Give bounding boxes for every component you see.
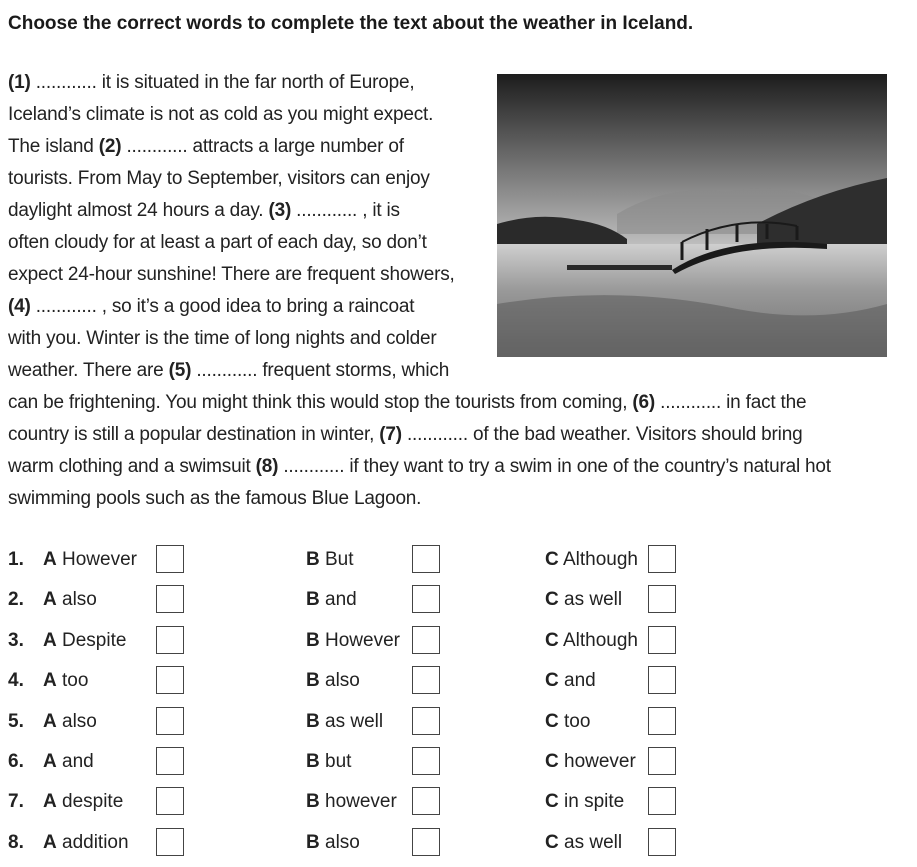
passage-line: [8, 392, 806, 414]
option-label-b: [306, 751, 351, 773]
option-label-c: [545, 791, 624, 813]
answer-checkbox-b[interactable]: [412, 545, 440, 573]
passage-text-segment: ............ of the bad weather. Visitors should bring: [401, 424, 803, 445]
passage-text-segment: ............ , so it’s a good idea to bring a raincoat: [30, 296, 415, 317]
passage-line: [8, 104, 433, 126]
option-label-a: [43, 670, 88, 692]
option-word: But: [319, 549, 354, 570]
option-letter: C: [545, 751, 559, 772]
question-number: 1.: [8, 549, 24, 570]
option-letter: C: [545, 549, 559, 570]
passage-text-segment: tourists. From May to September, visitors can enjoy: [8, 168, 430, 189]
option-letter: A: [43, 629, 57, 651]
option-word: Although: [558, 629, 638, 651]
option-letter: A: [43, 589, 57, 611]
passage-line: [8, 296, 414, 318]
answer-checkbox-c[interactable]: [648, 787, 676, 815]
answer-checkbox-a[interactable]: [156, 585, 184, 613]
option-letter: B: [306, 831, 320, 853]
option-label-b: [306, 589, 357, 611]
option-word: too: [558, 710, 591, 732]
question-number: 3.: [8, 629, 24, 651]
option-word: and: [319, 589, 357, 611]
passage-text-segment: can be frightening. You might think this would stop the tourists from coming,: [8, 392, 633, 413]
option-label-a: [43, 589, 97, 611]
option-letter: A: [43, 710, 57, 732]
option-label-a: [43, 751, 94, 773]
passage-text-segment: daylight almost 24 hours a day.: [8, 200, 269, 221]
passage-line: [8, 168, 430, 190]
option-word: and: [558, 670, 596, 692]
passage-line: [8, 136, 404, 158]
option-letter: C: [545, 629, 559, 651]
option-label-c: [545, 630, 638, 652]
option-word: but: [319, 751, 352, 772]
passage-text-segment: Iceland’s climate is not as cold as you might expect.: [8, 104, 434, 125]
passage-text-segment: swimming pools such as the famous Blue Lagoon.: [8, 488, 422, 509]
option-letter: A: [43, 549, 57, 570]
option-letter: A: [43, 670, 57, 692]
passage-line: [8, 264, 455, 286]
option-word: as well: [558, 589, 623, 611]
option-letter: A: [43, 791, 57, 813]
passage-text-segment: ............ if they want to try a swim in one of the country’s natural hot: [278, 456, 831, 477]
option-label-c: [545, 670, 596, 692]
option-label-b: [306, 832, 360, 854]
gap-number: (1): [8, 72, 31, 93]
option-label-c: [545, 549, 638, 571]
answer-checkbox-a[interactable]: [156, 626, 184, 654]
passage-line: [8, 488, 421, 510]
option-letter: B: [306, 549, 320, 570]
option-label-b: [306, 630, 400, 652]
option-word: too: [56, 670, 89, 692]
passage-text-segment: ............ it is situated in the far north of Europe,: [30, 72, 415, 93]
question-number: 2.: [8, 589, 24, 611]
answer-checkbox-a[interactable]: [156, 545, 184, 573]
option-label-a: [43, 832, 129, 854]
passage-text-segment: The island: [8, 136, 99, 157]
page-title: Choose the correct words to complete the text about the weather in Iceland.: [8, 13, 694, 34]
answer-checkbox-c[interactable]: [648, 707, 676, 735]
option-label-a: [43, 711, 97, 733]
option-label-b: [306, 670, 360, 692]
option-word: also: [56, 589, 97, 611]
option-label-c: [545, 711, 590, 733]
passage-line: [8, 72, 414, 94]
passage-text-segment: ............ , it is: [291, 200, 400, 221]
gap-number: (6): [632, 392, 656, 413]
gap-number: (7): [379, 424, 402, 445]
answer-checkbox-b[interactable]: [412, 585, 440, 613]
option-word: despite: [56, 791, 124, 813]
passage-line: [8, 200, 400, 222]
passage-text-segment: weather. There are: [8, 360, 169, 381]
landscape-photo-icon: [497, 74, 887, 357]
option-word: as well: [558, 831, 623, 853]
answer-checkbox-a[interactable]: [156, 828, 184, 856]
gap-number: (8): [255, 456, 279, 477]
option-word: However: [56, 549, 137, 570]
option-label-c: [545, 751, 636, 773]
option-label-b: [306, 711, 383, 733]
answer-checkbox-c[interactable]: [648, 666, 676, 694]
passage-text-segment: expect 24-hour sunshine! There are frequent showers,: [8, 264, 455, 285]
option-label-c: [545, 832, 622, 854]
option-label-c: [545, 589, 622, 611]
question-number: 5.: [8, 710, 24, 732]
option-word: in spite: [558, 791, 625, 813]
answer-checkbox-b[interactable]: [412, 666, 440, 694]
option-letter: B: [306, 589, 320, 611]
passage-line: [8, 232, 427, 254]
option-word: also: [319, 670, 360, 692]
answer-checkbox-a[interactable]: [156, 666, 184, 694]
answer-checkbox-c[interactable]: [648, 626, 676, 654]
iceland-bridge-photo: [497, 74, 887, 357]
answer-checkbox-b[interactable]: [412, 787, 440, 815]
answer-checkbox-c[interactable]: [648, 545, 676, 573]
passage-text-segment: with you. Winter is the time of long nights and colder: [8, 328, 437, 349]
option-letter: B: [306, 751, 320, 772]
option-letter: A: [43, 751, 57, 772]
answer-checkbox-a[interactable]: [156, 787, 184, 815]
option-word: addition: [56, 831, 129, 853]
gap-number: (2): [98, 136, 122, 157]
question-number: 7.: [8, 791, 24, 813]
passage-text-segment: ............ in fact the: [655, 392, 807, 413]
answer-checkbox-b[interactable]: [412, 707, 440, 735]
option-letter: C: [545, 589, 559, 611]
option-word: as well: [319, 710, 384, 732]
option-letter: C: [545, 831, 559, 853]
gap-number: (5): [168, 360, 192, 381]
passage-text-segment: warm clothing and a swimsuit: [8, 456, 256, 477]
option-letter: C: [545, 710, 559, 732]
option-letter: C: [545, 670, 559, 692]
option-word: Despite: [56, 629, 127, 651]
option-word: and: [56, 751, 94, 772]
question-number: 8.: [8, 831, 24, 853]
answer-checkbox-b[interactable]: [412, 626, 440, 654]
passage-text-segment: ............ frequent storms, which: [191, 360, 450, 381]
answer-checkbox-c[interactable]: [648, 747, 676, 775]
option-word: also: [56, 710, 97, 732]
option-word: However: [319, 629, 400, 651]
option-word: however: [319, 791, 397, 813]
option-letter: A: [43, 831, 57, 853]
answer-checkbox-b[interactable]: [412, 828, 440, 856]
passage-line: [8, 456, 831, 478]
question-number: 6.: [8, 751, 24, 772]
passage-line: [8, 328, 437, 350]
option-letter: B: [306, 791, 320, 813]
option-label-a: [43, 791, 123, 813]
option-label-b: [306, 791, 397, 813]
option-letter: B: [306, 629, 320, 651]
passage-text-segment: often cloudy for at least a part of each day, so don’t: [8, 232, 427, 253]
gap-number: (4): [8, 296, 31, 317]
option-word: Although: [558, 549, 638, 570]
option-letter: B: [306, 710, 320, 732]
option-word: however: [558, 751, 636, 772]
option-letter: C: [545, 791, 559, 813]
question-number: 4.: [8, 670, 24, 692]
passage-text-segment: ............ attracts a large number of: [121, 136, 404, 157]
answer-checkbox-c[interactable]: [648, 585, 676, 613]
answer-checkbox-c[interactable]: [648, 828, 676, 856]
option-word: also: [319, 831, 360, 853]
gap-number: (3): [268, 200, 292, 221]
answer-checkbox-a[interactable]: [156, 747, 184, 775]
answer-checkbox-b[interactable]: [412, 747, 440, 775]
option-label-a: [43, 549, 137, 571]
option-label-a: [43, 630, 126, 652]
option-letter: B: [306, 670, 320, 692]
passage-line: [8, 360, 449, 382]
passage-text-segment: country is still a popular destination in winter,: [8, 424, 380, 445]
passage-line: [8, 424, 802, 446]
answer-checkbox-a[interactable]: [156, 707, 184, 735]
option-label-b: [306, 549, 354, 571]
